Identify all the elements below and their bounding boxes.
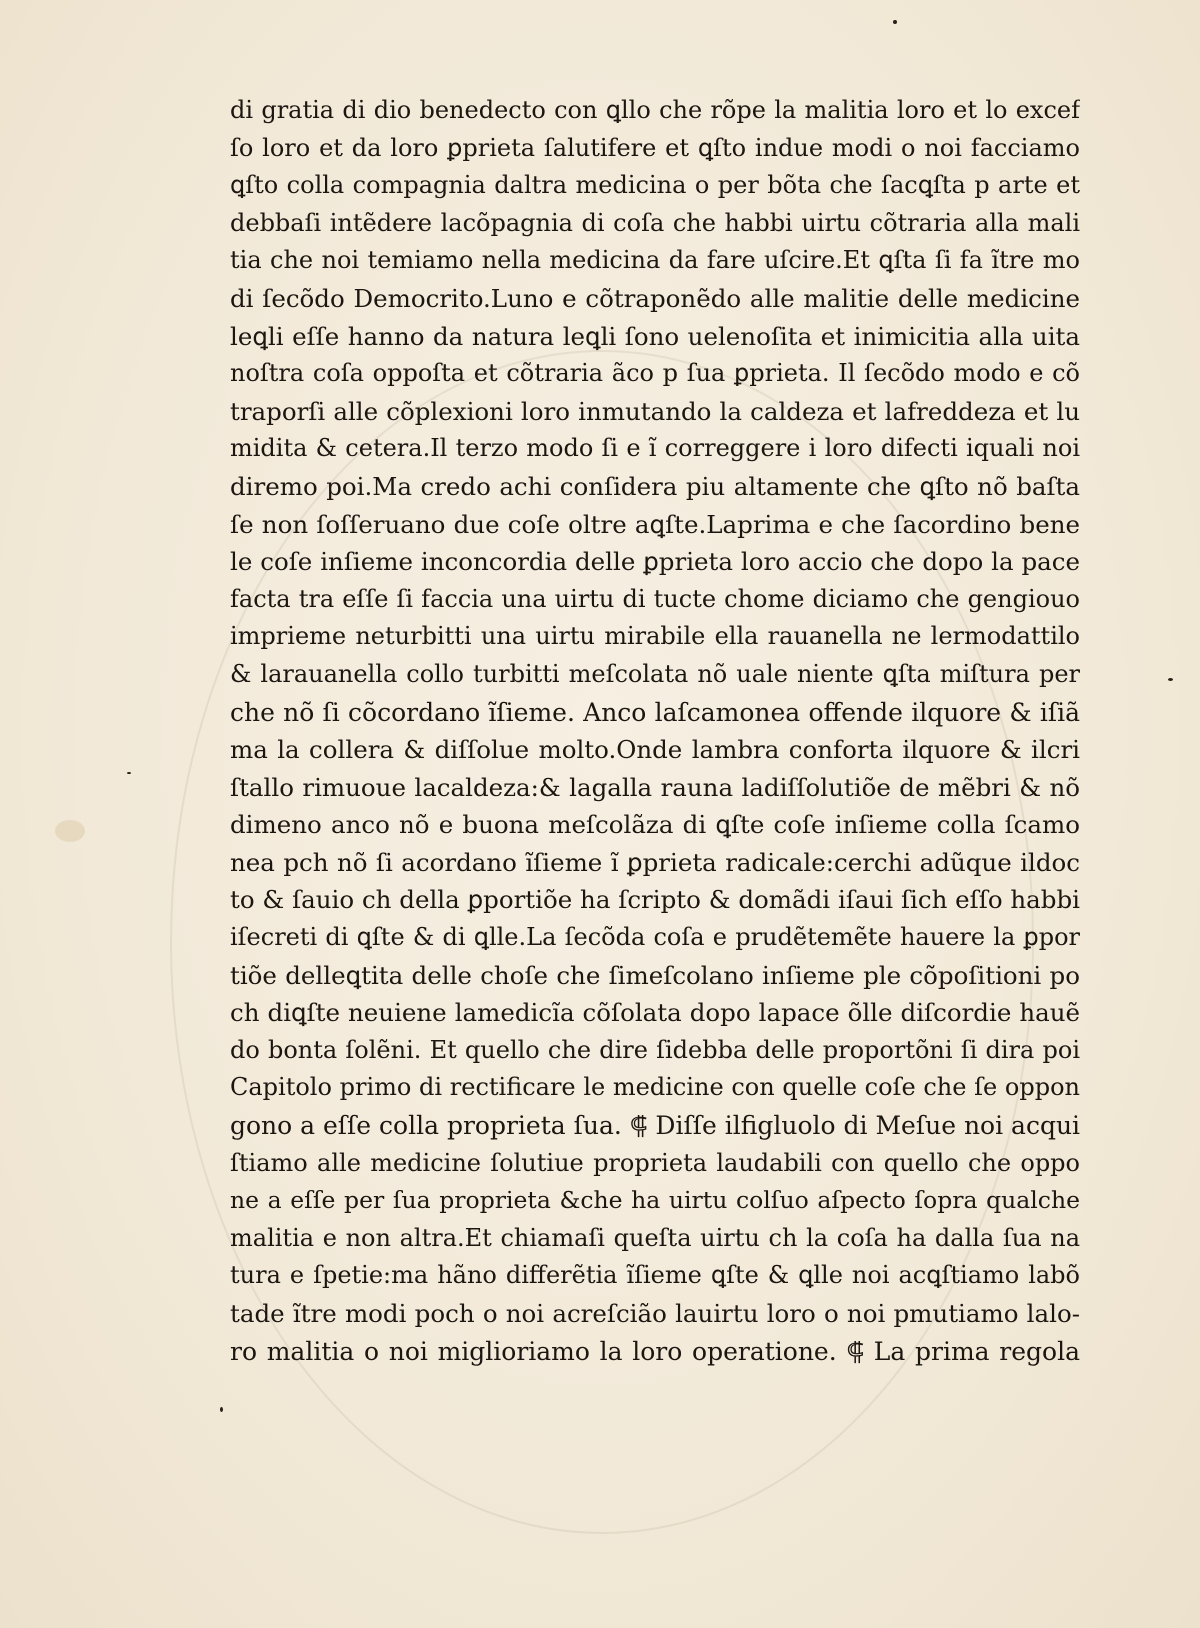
text-line: che nõ ſi cõcordano ĩſieme. Anco laſcamonea offende ilquore & iſiã — [230, 697, 1080, 727]
foxing-stain — [55, 820, 85, 842]
text-line: ne a eſſe per ſua proprieta &che ha uirtu colſuo aſpecto ſopra qualche — [230, 1186, 1080, 1215]
text-line: to & ſauio ch della ꝑportiõe ha ſcripto & domãdi iſaui ſich eſſo habbi — [230, 885, 1080, 915]
text-line: ch diꝗſte neuiene lamedicĩa cõſolata dopo lapace õlle diſcordie hauẽ — [230, 998, 1080, 1028]
text-line: gono a eſſe colla proprieta ſua. ⸿ Diſſe ilfigluolo di Meſue noi acqui — [230, 1111, 1080, 1141]
text-line: tia che noi temiamo nella medicina da fare uſcire.Et ꝗſta ſi fa ĩtre mo — [230, 246, 1080, 275]
text-line: tura e ſpetie:ma hãno differẽtia ĩſieme ꝗſte & ꝗlle noi acꝗſtiamo labõ — [230, 1261, 1080, 1290]
text-line: di ſecõdo Democrito.Luno e cõtraponẽdo alle malitie delle medicine — [230, 283, 1080, 313]
text-line: traporſi alle cõplexioni loro inmutando la caldeza et lafreddeza et lu — [230, 396, 1080, 426]
text-line: do bonta ſolẽni. Et quello che dire ſidebba delle proportõni ſi dira poi — [230, 1035, 1080, 1064]
ink-speck — [893, 20, 897, 24]
text-line: ma la collera & diſſolue molto.Onde lambra conforta ilquore & ilcri — [230, 735, 1080, 765]
body-text — [230, 92, 1080, 1370]
text-line: nea pch nõ ſi acordano ĩſieme ĩ ꝑprieta radicale:cerchi adũque ildoc — [230, 847, 1080, 877]
ink-speck — [127, 772, 131, 774]
text-line: dimeno anco nõ e buona meſcolãza di ꝗſte coſe inſieme colla ſcamo — [230, 810, 1080, 840]
text-line: tiõe delleꝗtita delle choſe che ſimeſcolano inſieme ple cõpoſitioni po — [230, 960, 1080, 990]
text-line: malitia e non altra.Et chiamaſi queſta uirtu ch la coſa ha dalla ſua na — [230, 1223, 1080, 1252]
text-line: di gratia di dio benedecto con ꝗllo che rõpe la malitia loro et lo excef — [230, 96, 1080, 124]
text-line: ſe non ſoſſeruano due coſe oltre aꝗſte.Laprima e che ſacordino bene — [230, 509, 1080, 539]
text-line: noſtra coſa oppoſta et cõtraria ãco p ſua ꝑprieta. Il ſecõdo modo e cõ — [230, 359, 1080, 388]
text-line: ro malitia o noi miglioriamo la loro operatione. ⸿ La prima regola — [230, 1336, 1080, 1366]
text-line: iſecreti di ꝗſte & di ꝗlle.La ſecõda coſa e prudẽtemẽte hauere la ꝑpor — [230, 923, 1080, 952]
text-line: diremo poi.Ma credo achi conſidera piu altamente che ꝗſto nõ baſta — [230, 471, 1080, 501]
ink-speck — [1168, 678, 1173, 681]
text-line: leꝗli eſſe hanno da natura leꝗli ſono uelenoſita et inimicitia alla uita — [230, 321, 1080, 351]
text-line: ſtiamo alle medicine ſolutiue proprieta laudabili con quello che oppo — [230, 1148, 1080, 1177]
text-line: imprieme neturbitti una uirtu mirabile ella rauanella ne lermodattilo — [230, 622, 1080, 651]
text-line: debbaſi intẽdere lacõpagnia di coſa che habbi uirtu cõtraria alla mali — [230, 208, 1080, 237]
ink-speck — [220, 1407, 223, 1412]
text-line: tade ĩtre modi poch o noi acreſcião lauirtu loro o noi pmutiamo lalo- — [230, 1299, 1080, 1328]
text-line: facta tra eſſe ſi faccia una uirtu di tucte chome diciamo che gengiouo — [230, 584, 1080, 613]
chapter-heading-line: Capitolo primo di rectificare le medicine con quelle coſe che ſe oppon — [230, 1073, 1080, 1102]
text-line: midita & cetera.Il terzo modo ſi e ĩ correggere i loro difecti iquali noi — [230, 434, 1080, 463]
text-line: ſtallo rimuoue lacaldeza:& lagalla rauna ladiſſolutiõe de mẽbri & nõ — [230, 772, 1080, 802]
text-line: ꝗſto colla compagnia daltra medicina o per bõta che ſacꝗſta p arte et — [230, 171, 1080, 200]
text-line: & larauanella collo turbitti meſcolata nõ uale niente ꝗſta miſtura per — [230, 659, 1080, 688]
text-line: ſo loro et da loro ꝑprieta ſalutifere et ꝗſto indue modi o noi facciamo — [230, 133, 1080, 162]
text-line: le coſe inſieme inconcordia delle ꝑprieta loro accio che dopo la pace — [230, 547, 1080, 577]
